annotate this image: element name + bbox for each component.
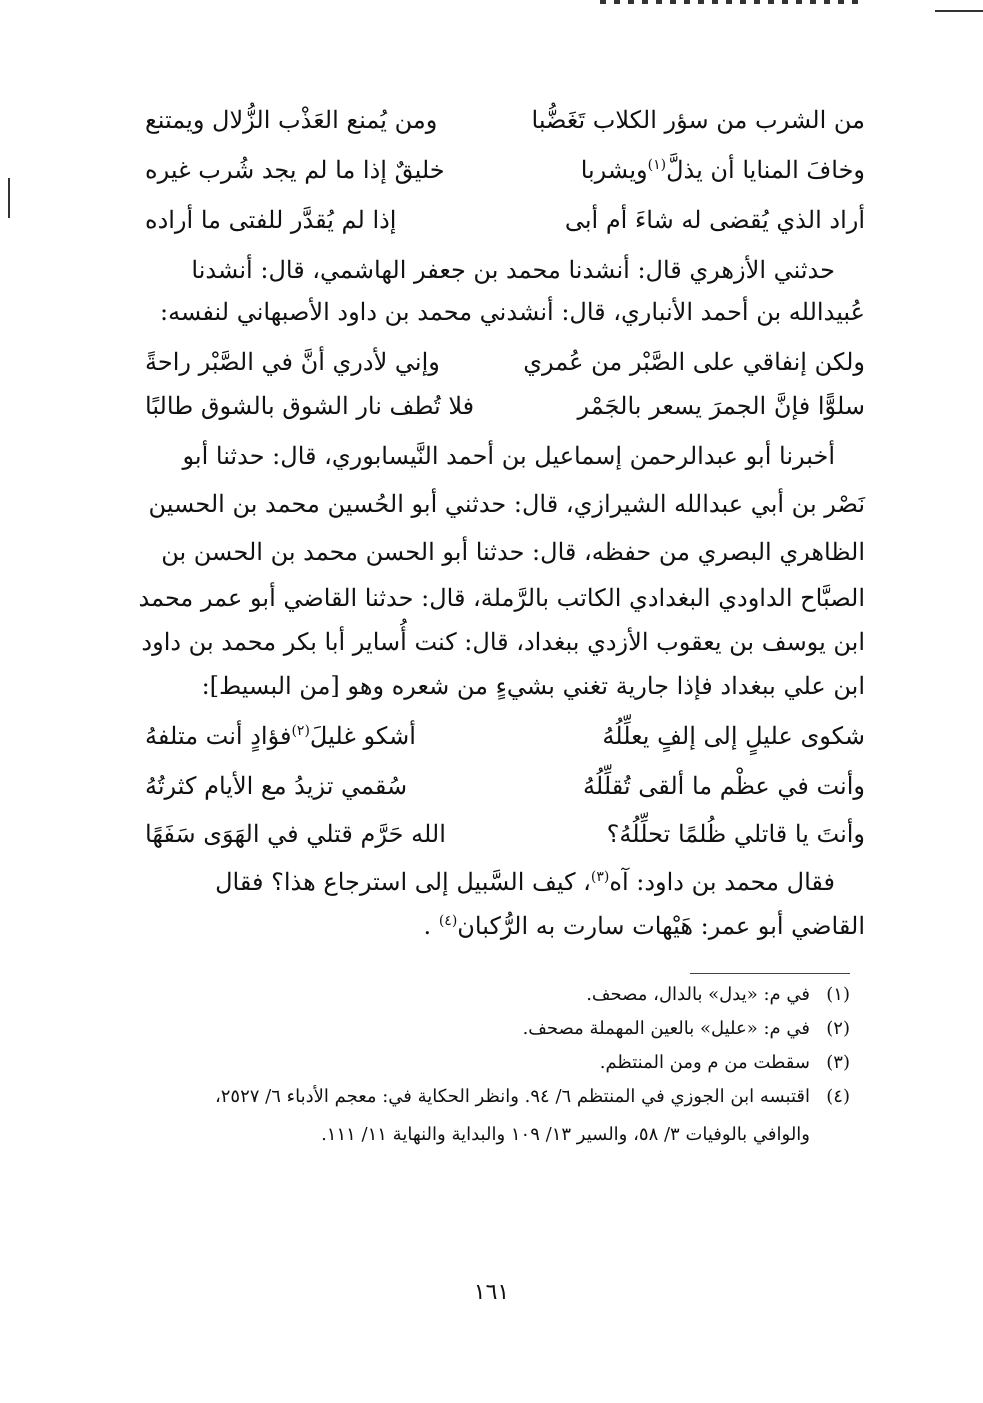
scan-artifact-dots (600, 0, 860, 4)
footnote (523, 1016, 850, 1042)
verse-text: ويشربا (580, 156, 648, 184)
verse-hemistich: ولكن إنفاقي على الصَّبْر من عُمري (523, 348, 865, 376)
footnote (215, 1084, 850, 1110)
footnote-number: (٣) (826, 1052, 850, 1073)
page-number: ١٦١ (473, 1280, 510, 1305)
prose-line: عُبيدالله بن أحمد الأنباري، قال: أنشدني محمد بن داود الأصبهاني لنفسه: (160, 298, 865, 326)
footnote-text: في م: «عليل» بالعين المهملة مصحف. (522, 1018, 810, 1039)
prose-line: الصبَّاح الداودي البغدادي الكاتب بالرَّملة، قال: حدثنا القاضي أبو عمر محمد (138, 584, 865, 612)
verse-line (145, 204, 865, 236)
prose-line: الظاهري البصري من حفظه، قال: حدثنا أبو الحسن محمد بن الحسن بن (161, 538, 865, 566)
prose-line (424, 910, 865, 942)
prose-text: فقال محمد بن داود: آه (609, 868, 835, 896)
prose-line: ابن علي ببغداد فإذا جارية تغني بشيءٍ من شعره وهو [من البسيط]: (201, 672, 865, 700)
verse-line (145, 154, 865, 186)
footnote-ref[interactable]: (٢) (291, 723, 310, 739)
prose-text: ، كيف السَّبيل إلى استرجاع هذا؟ فقال (215, 868, 591, 896)
verse-hemistich: وأنتَ يا قاتلي ظُلمًا تحلِّلُهُ؟ (606, 820, 865, 848)
verse-line (145, 818, 865, 850)
footnote-ref[interactable]: (٣) (590, 869, 610, 885)
verse-line (145, 720, 865, 752)
scan-artifact-margin-line (8, 178, 10, 218)
verse-hemistich: الله حَرَّم قتلي في الهَوَى سَفَهًا (145, 820, 446, 848)
verse-hemistich: فلا تُطف نار الشوق بالشوق طالبًا (145, 392, 475, 420)
footnote-text: سقطت من م ومن المنتظم. (599, 1052, 810, 1073)
verse-hemistich: إذا لم يُقدَّر للفتى ما أراده (145, 206, 397, 234)
verse-hemistich: أراد الذي يُقضى له شاءَ أم أبى (564, 206, 865, 234)
verse-hemistich: شكوى عليلٍ إلى إلفٍ يعلِّلُهُ (602, 722, 865, 750)
verse-text: أشكو غليلَ (309, 722, 416, 750)
verse-hemistich (581, 154, 865, 186)
verse-hemistich: من الشرب من سؤر الكلاب تَغَضُّبا (531, 106, 865, 134)
scan-artifact-rule (935, 10, 983, 12)
verse-hemistich (145, 720, 416, 752)
footnote-number: (٢) (826, 1018, 850, 1039)
prose-line: نَصْر بن أبي عبدالله الشيرازي، قال: حدثني أبو الحُسين محمد بن الحسين (148, 490, 865, 518)
verse-hemistich: سلوًّا فإنَّ الجمرَ يسعر بالجَمْر (577, 392, 865, 420)
prose-text: . (423, 912, 439, 940)
verse-hemistich: خليقٌ إذا ما لم يجد شُرب غيره (145, 156, 445, 184)
prose-line: حدثني الأزهري قال: أنشدنا محمد بن جعفر الهاشمي، قال: أنشدنا (191, 256, 835, 284)
footnote (586, 982, 850, 1008)
footnote-ref[interactable]: (١) (647, 157, 667, 173)
prose-line: أخبرنا أبو عبدالرحمن إسماعيل بن أحمد النَّيسابوري، قال: حدثنا أبو (182, 442, 835, 470)
verse-line (145, 770, 865, 802)
footnote-ref[interactable]: (٤) (438, 913, 458, 929)
prose-line (215, 866, 835, 898)
footnote-number: (٤) (826, 1086, 850, 1107)
verse-hemistich: سُقمي تزيدُ مع الأيام كثرتُهُ (145, 772, 408, 800)
prose-line: ابن يوسف بن يعقوب الأزدي ببغداد، قال: كنت أُساير أبا بكر محمد بن داود (141, 628, 865, 656)
verse-hemistich: وأنت في عظْم ما ألقى تُقلِّلُهُ (583, 772, 865, 800)
verse-text: وخافَ المنايا أن يذلَّ (666, 156, 865, 184)
footnote-divider (690, 973, 850, 974)
footnote-text: اقتبسه ابن الجوزي في المنتظم ٦/ ٩٤. وانظر الحكاية في: معجم الأدباء ٦/ ٢٥٢٧، (214, 1086, 810, 1107)
prose-text: القاضي أبو عمر: هَيْهات سارت به الرُّكبان (457, 912, 865, 940)
verse-line (145, 346, 865, 378)
footnote-number: (١) (826, 984, 850, 1005)
footnote-continuation: والوافي بالوفيات ٣/ ٥٨، والسير ١٣/ ١٠٩ والبداية والنهاية ١١/ ١١١. (321, 1124, 810, 1145)
verse-line (145, 390, 865, 422)
verse-line (145, 104, 865, 136)
verse-hemistich: وإني لأدري أنَّ في الصَّبْر راحةً (145, 348, 440, 376)
verse-hemistich: ومن يُمنع العَذْب الزُّلال ويمتنع (145, 106, 438, 134)
footnote-text: في م: «يدل» بالدال، مصحف. (586, 984, 810, 1005)
footnote (600, 1050, 850, 1076)
verse-text: فؤادٍ أنت متلفهُ (145, 722, 292, 750)
